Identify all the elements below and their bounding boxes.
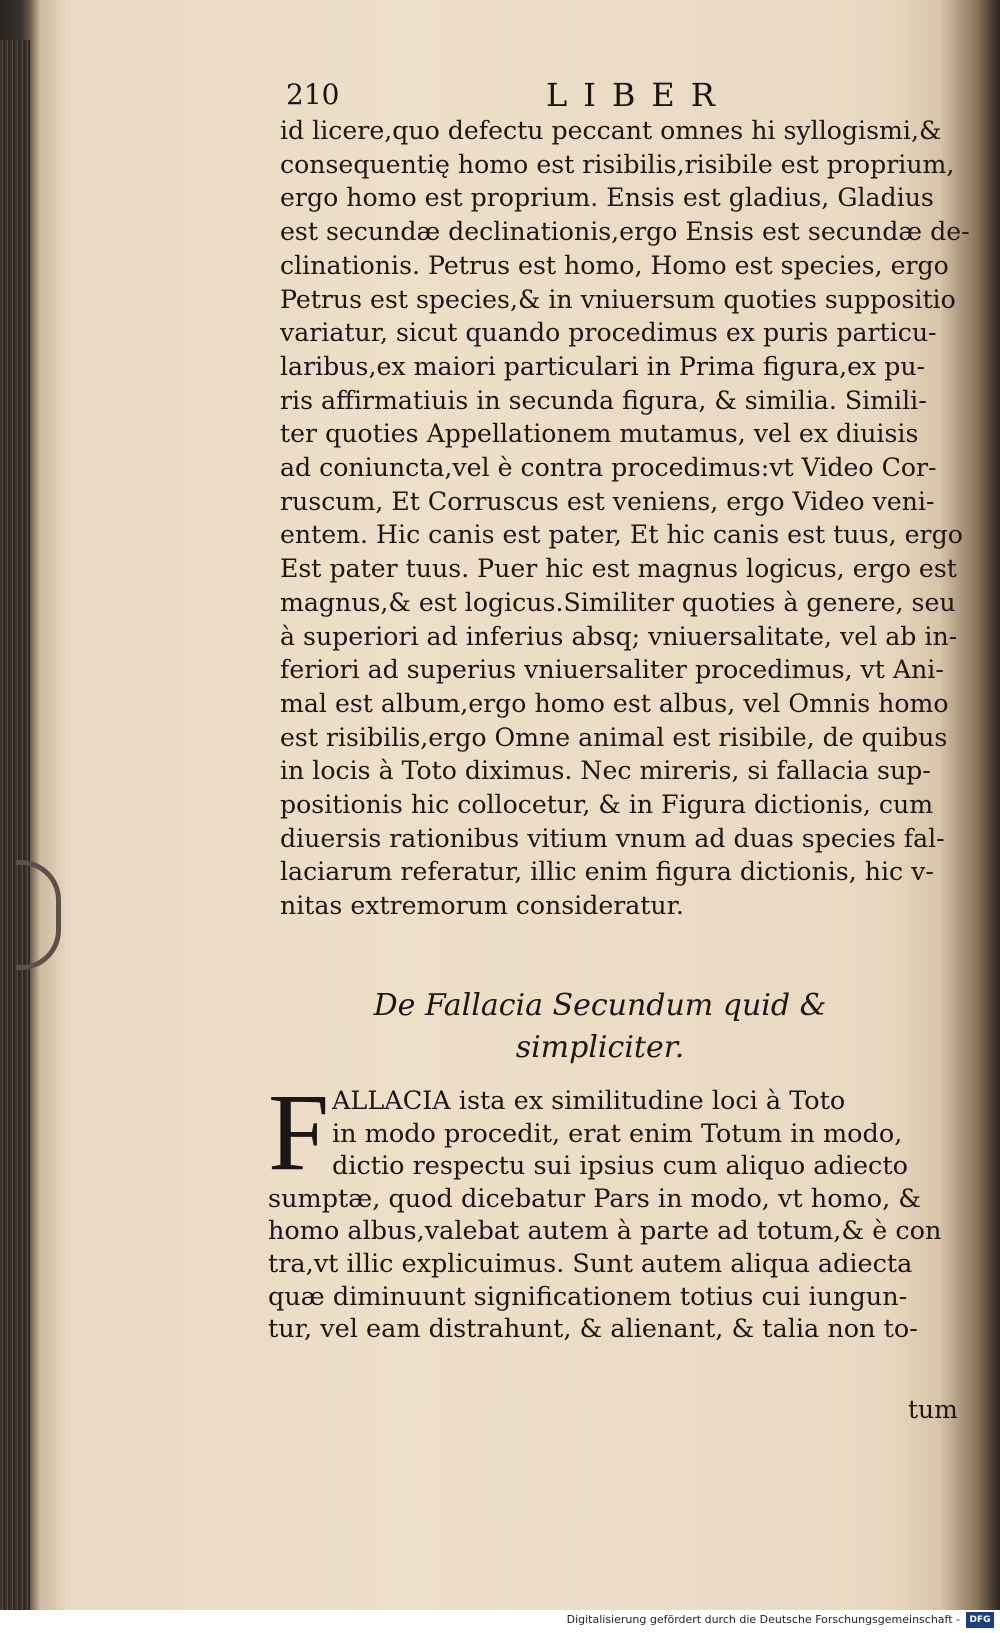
section-heading-line: De Fallacia Secundum quid &	[373, 988, 827, 1023]
text-line: ter quoties Appellationem mutamus, vel ex diuisis	[280, 419, 919, 449]
text-line: mal est album,ergo homo est albus, vel Omnis homo	[280, 688, 949, 718]
text-line: Est pater tuus. Puer hic est magnus logicus, ergo est	[280, 554, 957, 584]
second-paragraph	[268, 1071, 968, 1346]
text-line: feriori ad superius vniuersaliter procedimus, vt Ani-	[280, 655, 944, 685]
text-line: consequentię homo est risibilis,risibile est proprium,	[280, 149, 955, 179]
text-line: tra,vt illic explicuimus. Sunt autem aliqua adiecta	[268, 1248, 913, 1279]
text-line: tur, vel eam distrahunt, & alienant, & talia non to-	[268, 1314, 918, 1345]
text-line: positionis hic collocetur, & in Figura dictionis, cum	[280, 790, 934, 820]
text-line: laciarum referatur, illic enim figura dictionis, hic v-	[280, 857, 934, 887]
book-page-edges	[0, 40, 30, 1610]
text-line: entem. Hic canis est pater, Et hic canis est tuus, ergo	[280, 520, 963, 550]
text-line: diuersis rationibus vitium vnum ad duas species fal-	[280, 823, 945, 853]
section-heading-line: simpliciter.	[515, 1030, 685, 1065]
text-line: quæ diminuunt significationem totius cui iungun-	[268, 1281, 908, 1312]
digitization-footer	[0, 1610, 1000, 1633]
text-line: Petrus est species,& in vniuersum quoties suppositio	[280, 284, 956, 314]
running-head: LIBER	[546, 76, 731, 114]
text-line: ad coniuncta,vel è contra procedimus:vt Video Cor-	[280, 453, 937, 483]
text-line: ris affirmatiuis in secunda figura, & similia. Simili-	[280, 385, 927, 415]
text-line: variatur, sicut quando procedimus ex puris particu-	[280, 318, 937, 348]
funding-credit: Digitalisierung gefördert durch die Deutsche Forschungsgemeinschaft -	[566, 1613, 960, 1626]
text-line: laribus,ex maiori particulari in Prima figura,ex pu-	[280, 351, 926, 381]
main-text-block	[280, 114, 970, 923]
text-line: in modo procedit, erat enim Totum in modo,	[332, 1118, 903, 1149]
text-line: dictio respectu sui ipsius cum aliquo adiecto	[332, 1151, 908, 1182]
text-line: magnus,& est logicus.Similiter quoties à genere, seu	[280, 587, 956, 617]
page-header	[286, 78, 756, 118]
dfg-logo: DFG	[966, 1612, 994, 1628]
catchword: tum	[908, 1395, 958, 1424]
text-line: ALLACIA ista ex similitudine loci à Toto	[332, 1086, 846, 1116]
text-line: à superiori ad inferius absq; vniuersalitate, vel ab in-	[280, 621, 958, 651]
text-line: id licere,quo defectu peccant omnes hi syllogismi,&	[280, 116, 942, 145]
text-line: ruscum, Et Corruscus est veniens, ergo Video veni-	[280, 486, 935, 516]
text-line: ergo homo est proprium. Ensis est gladius, Gladius	[280, 183, 934, 213]
section-heading	[280, 985, 920, 1069]
text-line: homo albus,valebat autem à parte ad totum,& è con	[268, 1216, 942, 1247]
text-line: nitas extremorum consideratur.	[280, 891, 684, 921]
text-line: clinationis. Petrus est homo, Homo est species, ergo	[280, 250, 949, 280]
text-line: in locis à Toto diximus. Nec mireris, si fallacia sup-	[280, 756, 931, 786]
page-number: 210	[286, 78, 340, 111]
drop-cap: F	[268, 1071, 330, 1193]
text-line: est risibilis,ergo Omne animal est risibile, de quibus	[280, 722, 948, 752]
text-line: est secundæ declinationis,ergo Ensis est secundæ de-	[280, 217, 970, 247]
text-line: sumptæ, quod dicebatur Pars in modo, vt homo, &	[268, 1183, 921, 1214]
